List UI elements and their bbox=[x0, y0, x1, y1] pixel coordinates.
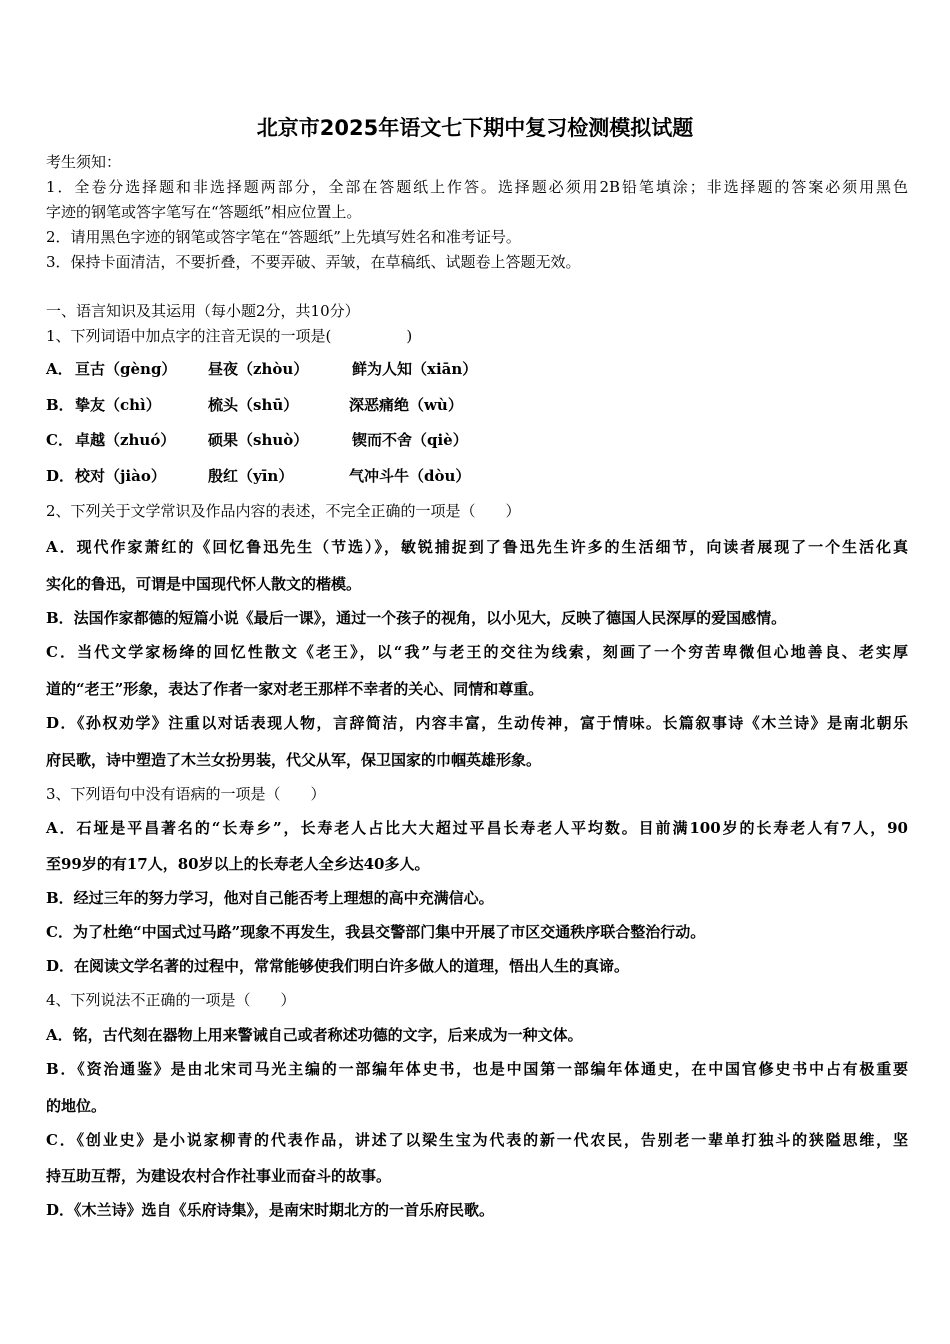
option-text: 道的“老王”形象，表达了作者一家对老王那样不幸者的关心、同情和尊重。 bbox=[46, 680, 544, 698]
option-item: 殷红（yīn） bbox=[208, 467, 294, 485]
option-item: 深恶痛绝（wù） bbox=[349, 396, 463, 414]
option-text: C．《创业史》是小说家柳青的代表作品，讲述了以梁生宝为代表的新一代农民，告别老一辈单打独斗的狭隘思维，坚 bbox=[46, 1131, 908, 1149]
option-label: C． bbox=[46, 431, 73, 449]
option-text: B．《资治通鉴》是由北宋司马光主编的一部编年体史书，也是中国第一部编年体通史，在中国官修史书中占有极重要 bbox=[46, 1060, 908, 1078]
option-item: 鲜为人知（xiān） bbox=[352, 360, 478, 378]
notice-heading: 考生须知： bbox=[46, 153, 122, 171]
option-text: A．现代作家萧红的《回忆鲁迅先生（节选）》，敏锐捕捉到了鲁迅先生许多的生活细节，向读者展现了一个生活化真 bbox=[46, 538, 908, 556]
option-text: A．铭，古代刻在器物上用来警诫自己或者称述功德的文字，后来成为一种文体。 bbox=[46, 1026, 583, 1044]
option-text: A．石垭是平昌著名的“长寿乡”，长寿老人占比大大超过平昌长寿老人平均数。目前满100岁的长寿老人有7人，90 bbox=[46, 819, 908, 837]
option-item: 硕果（shuò） bbox=[208, 431, 309, 449]
option-item: 锲而不舍（qiè） bbox=[352, 431, 468, 449]
option-item: 卓越（zhuó） bbox=[75, 431, 176, 449]
notice-item: 2．请用黑色字迹的钢笔或答字笔在“答题纸”上先填写姓名和准考证号。 bbox=[46, 228, 521, 246]
option-label: A． bbox=[46, 360, 73, 378]
option-item: 气冲斗牛（dòu） bbox=[349, 467, 471, 485]
notice-item: 字迹的钢笔或答字笔写在“答题纸”相应位置上。 bbox=[46, 203, 362, 221]
question-stem: 2、下列关于文学常识及作品内容的表述，不完全正确的一项是（ ） bbox=[46, 502, 521, 520]
option-item: 梳头（shū） bbox=[208, 396, 299, 414]
notice-item: 1．全卷分选择题和非选择题两部分，全部在答题纸上作答。选择题必须用2B铅笔填涂；非选择题的答案必须用黑色 bbox=[46, 178, 908, 196]
question-stem: 1、下列词语中加点字的注音无误的一项是( ) bbox=[46, 327, 413, 345]
option-item: 昼夜（zhòu） bbox=[208, 360, 309, 378]
option-text: 至99岁的有17人，80岁以上的长寿老人全乡达40多人。 bbox=[46, 855, 430, 873]
notice-item: 3．保持卡面清洁，不要折叠，不要弄破、弄皱，在草稿纸、试题卷上答题无效。 bbox=[46, 253, 581, 271]
option-text: B．法国作家都德的短篇小说《最后一课》，通过一个孩子的视角，以小见大，反映了德国人民深厚的爱国感情。 bbox=[46, 609, 787, 627]
option-text: 的地位。 bbox=[46, 1097, 107, 1115]
option-text: B．经过三年的努力学习，他对自己能否考上理想的高中充满信心。 bbox=[46, 889, 494, 907]
question-stem: 4、下列说法不正确的一项是（ ） bbox=[46, 991, 296, 1009]
option-text: D．《孙权劝学》注重以对话表现人物，言辞简洁，内容丰富，生动传神，富于情味。长篇叙事诗《木兰诗》是南北朝乐 bbox=[46, 714, 908, 732]
option-text: 实化的鲁迅，可谓是中国现代怀人散文的楷模。 bbox=[46, 575, 362, 593]
option-label: B． bbox=[46, 396, 74, 414]
option-text: C．当代文学家杨绛的回忆性散文《老王》，以“我”与老王的交往为线索，刻画了一个穷苦卑微但心地善良、老实厚 bbox=[46, 643, 908, 661]
page-title: 北京市2025年语文七下期中复习检测模拟试题 bbox=[256, 116, 694, 140]
option-label: D． bbox=[46, 467, 75, 485]
option-text: D．在阅读文学名著的过程中，常常能够使我们明白许多做人的道理，悟出人生的真谛。 bbox=[46, 957, 630, 975]
option-item: 校对（jiào） bbox=[75, 467, 166, 485]
option-item: 亘古（gèng） bbox=[75, 360, 177, 378]
option-item: 挚友（chì） bbox=[75, 396, 161, 414]
question-stem: 3、下列语句中没有语病的一项是（ ） bbox=[46, 785, 326, 803]
option-text: C．为了杜绝“中国式过马路”现象不再发生，我县交警部门集中开展了市区交通秩序联合整治行动。 bbox=[46, 923, 706, 941]
option-text: 持互助互帮，为建设农村合作社事业而奋斗的故事。 bbox=[46, 1167, 392, 1185]
option-text: 府民歌，诗中塑造了木兰女扮男装，代父从军，保卫国家的巾帼英雄形象。 bbox=[46, 751, 542, 769]
section-heading: 一、语言知识及其运用（每小题2分，共10分） bbox=[46, 302, 360, 320]
option-text: D．《木兰诗》选自《乐府诗集》，是南宋时期北方的一首乐府民歌。 bbox=[46, 1201, 495, 1219]
